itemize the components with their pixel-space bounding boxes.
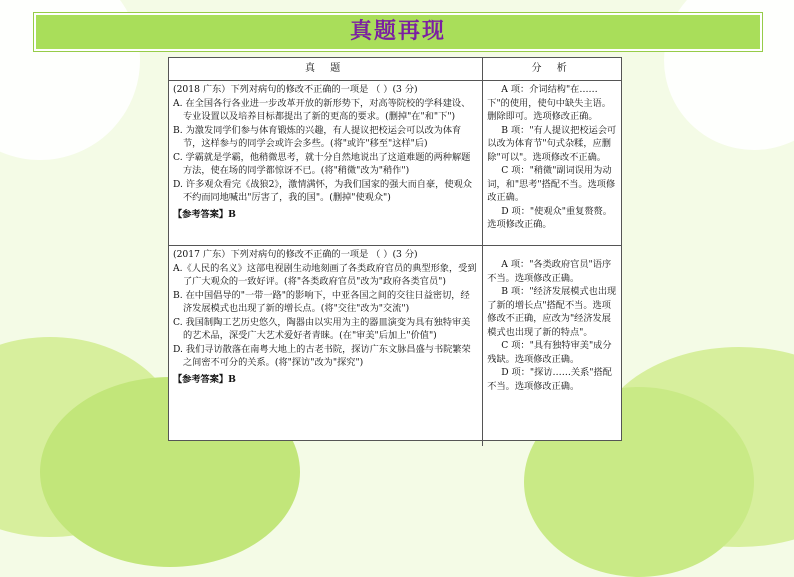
question-sheet xyxy=(168,57,622,441)
option-d: D. 我们寻访散落在南粤大地上的古老书院，探访广东文脉昌盛与书院繁荣之间密不可分的关系。(将"探访"改为"探究") xyxy=(173,343,471,368)
table-row xyxy=(169,81,621,246)
analysis-b: B 项："经济发展模式也出现了新的增长点"搭配不当。选项修改不正确，应改为"经济发展模式也出现了新的特点"。 xyxy=(487,286,617,338)
analysis-cell xyxy=(483,81,621,246)
column-header-question: 真 题 xyxy=(169,58,483,81)
analysis-cell xyxy=(483,246,621,447)
question-cell xyxy=(169,81,483,246)
analysis-b: B 项："有人提议把校运会可以改为体育节"句式杂糅，应删除"可以"。选项修改不正确。 xyxy=(487,124,617,163)
table-header-row xyxy=(169,58,621,81)
page-title: 真题再现 xyxy=(349,19,446,44)
analysis-d: D 项："探访……关系"搭配不当。选项修改正确。 xyxy=(487,367,612,392)
analysis-c: C 项："具有独特审美"成分残缺。选项修改正确。 xyxy=(487,340,612,365)
question-stem: (2018 广东）下列对病句的修改不正确的一项是 （ ）(3 分) xyxy=(173,84,418,95)
analysis-c: C 项："稍微"副词误用为动词，和"思考"搭配不当。选项修改正确。 xyxy=(487,165,616,203)
question-stem: (2017 广东）下列对病句的修改不正确的一项是 （ ）(3 分) xyxy=(173,249,418,260)
option-b: B. 在中国倡导的"一带一路"的影响下，中亚各国之间的交往日益密切，经济发展模式也出现了新的增长点。(将"交往"改为"交流") xyxy=(173,289,470,314)
option-c: C. 学霸就是学霸，他稍微思考，就十分自然地说出了这道难题的两种解题方法，使在场的同学都惊讶不已。(将"稍微"改为"稍作") xyxy=(173,151,471,176)
column-header-analysis: 分 析 xyxy=(483,58,621,81)
analysis-d: D 项："使观众"重复赘赘。选项修改正确。 xyxy=(487,205,612,230)
reference-answer: 【参考答案】B xyxy=(173,208,236,220)
option-d: D. 许多观众看完《战狼2》，激情满怀，为我们国家的强大而自豪，使观众不约而同地喊出"厉害了，我的国"。(删掉"使观众") xyxy=(173,178,472,203)
option-a: A.《人民的名义》这部电视剧生动地刻画了各类政府官员的典型形象，受到了广大观众的一致好评。(将"各类政府官员"改为"政府各类官员") xyxy=(173,262,477,287)
question-cell xyxy=(169,246,483,447)
reference-answer: 【参考答案】B xyxy=(173,373,236,385)
option-b: B. 为激发同学们参与体育锻炼的兴趣，有人提议把校运会可以改为体育节，这样参与的同学会或许会多些。(将"或许"移至"这样"后) xyxy=(173,124,462,149)
option-a: A. 在全国各行各业进一步改革开放的新形势下，对高等院校的学科建设、专业设置以及培养目标都提出了新的更高的要求。(删掉"在"和"下") xyxy=(173,97,471,122)
option-c: C. 我国制陶工艺历史悠久，陶器由以实用为主的器皿演变为具有独特审美的艺术品，深受广大艺术爱好者青睐。(在"审美"后加上"价值") xyxy=(173,316,471,341)
analysis-a: A 项："各类政府官员"语序不当。选项修改正确。 xyxy=(487,259,612,284)
analysis-a: A 项：介词结构"在……下"的使用，使句中缺失主语。删除即可。选项修改正确。 xyxy=(487,84,611,122)
title-banner xyxy=(34,13,762,51)
table-row xyxy=(169,246,621,447)
question-table xyxy=(169,58,621,446)
